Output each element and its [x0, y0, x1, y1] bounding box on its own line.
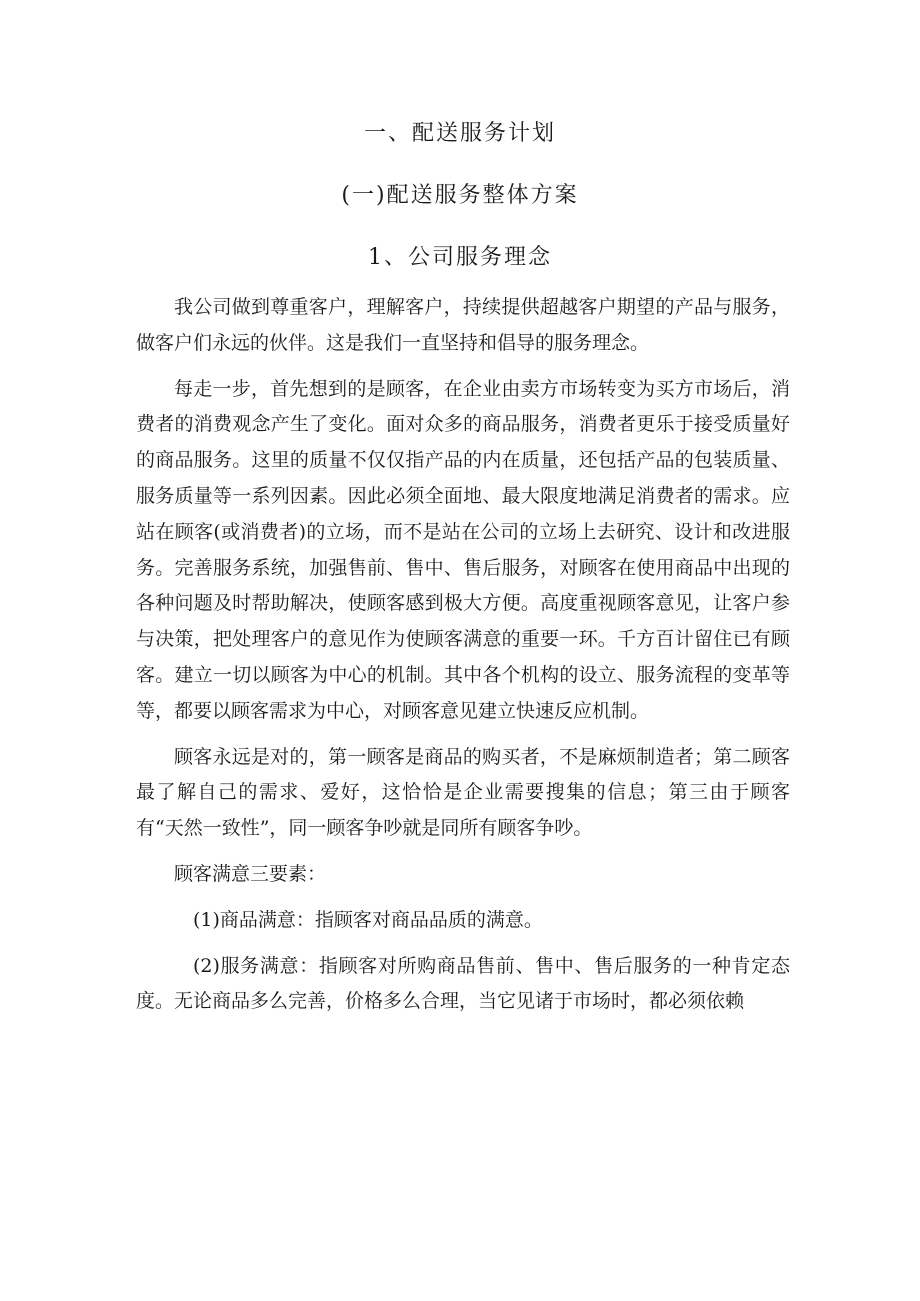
- subsection-title: (一)配送服务整体方案: [341, 183, 579, 208]
- paragraph-customer-always-right: 顾客永远是对的，第一顾客是商品的购买者，不是麻烦制造者；第二顾客最了解自己的需求、爱好，这恰恰是企业需要搜集的信息；第三由于顾客有“天然一致性”，同一顾客争吵就是同所有顾客争吵。: [136, 745, 790, 840]
- paragraph-customer-first: 每走一步，首先想到的是顾客，在企业由卖方市场转变为买方市场后，消费者的消费观念产生了变化。面对众多的商品服务，消费者更乐于接受质量好的商品服务。这里的质量不仅仅指产品的内在质量，还包括产品的包装质量、服务质量等一系列因素。因此必须全面地、最大限度地满足消费者的需求。应站在顾客(或消费者)的立场，而不是站在公司的立场上去研究、设计和改进服务。完善服务系统，加强售前、售中、售后服务，对顾客在使用商品中出现的各种问题及时帮助解决，使顾客感到极大方便。高度重视顾客意见，让客户参与决策，把处理客户的意见作为使顾客满意的重要一环。千方百计留住已有顾客。建立一切以顾客为中心的机制。其中各个机构的设立、服务流程的变革等等，都要以顾客需求为中心，对顾客意见建立快速反应机制。: [136, 377, 790, 722]
- section-title: 一、配送服务计划: [363, 121, 556, 146]
- list-item-product-satisfaction: (1)商品满意：指顾客对商品品质的满意。: [193, 908, 543, 931]
- paragraph-service-philosophy: 我公司做到尊重客户，理解客户，持续提供超越客户期望的产品与服务，做客户们永远的伙伴。这是我们一直坚持和倡导的服务理念。: [136, 296, 790, 354]
- document-body: [136, 290, 790, 1020]
- topic-title: 1、公司服务理念: [368, 245, 552, 270]
- list-item-service-satisfaction: (2)服务满意：指顾客对所购商品售前、售中、售后服务的一种肯定态度。无论商品多么完善，价格多么合理，当它见诸于市场时，都必须依赖: [136, 954, 790, 1013]
- paragraph-satisfaction-elements: 顾客满意三要素：: [174, 862, 327, 885]
